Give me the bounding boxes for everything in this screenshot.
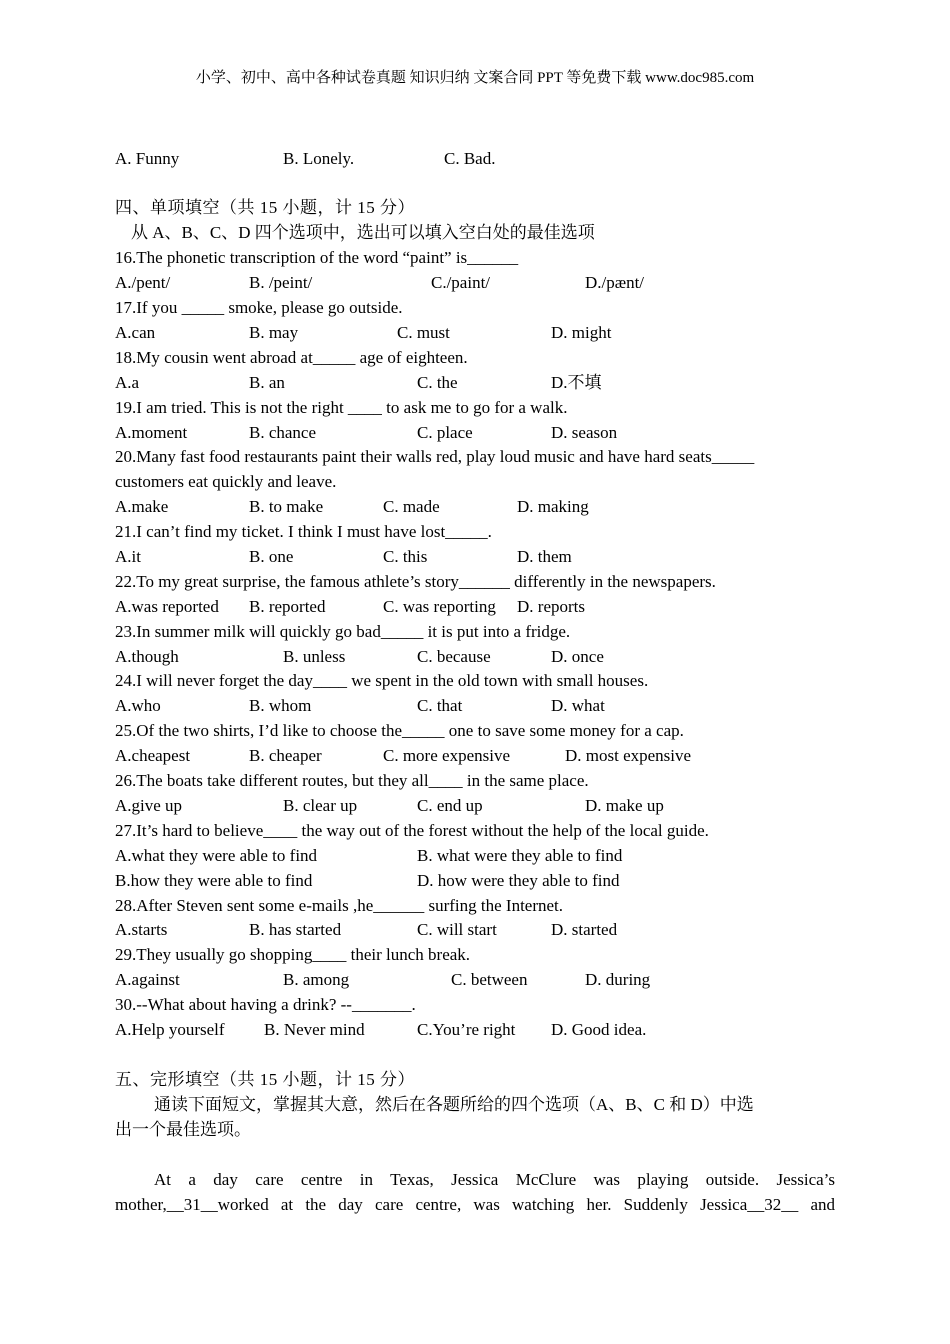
option: D. making xyxy=(517,497,589,516)
option: D. reports xyxy=(517,597,585,616)
option: A.can xyxy=(115,323,156,342)
question-19: 19.I am tried. This is not the right ____ to ask me to go for a walk. xyxy=(115,398,568,417)
question-20-cont: customers eat quickly and leave. xyxy=(115,472,337,491)
passage-line-2: mother,__31__worked at the day care centre, was watching her. Suddenly Jessica__32__ and xyxy=(115,1195,835,1214)
question-17: 17.If you _____ smoke, please go outside. xyxy=(115,298,403,317)
option: B. Lonely. xyxy=(283,149,355,168)
option: B. among xyxy=(283,970,350,989)
section5-instruction: 通读下面短文，掌握其大意，然后在各题所给的四个选项（A、B、C 和 D）中选 xyxy=(154,1095,754,1114)
option: D. season xyxy=(551,423,618,442)
option: B. Never mind xyxy=(264,1020,365,1039)
question-28: 28.After Steven sent some e-mails ,he______ surfing the Internet. xyxy=(115,896,564,915)
question-20: 20.Many fast food restaurants paint their walls red, play loud music and have hard seats_____ xyxy=(115,447,755,466)
option: A.was reported xyxy=(115,597,219,616)
option: C.You’re right xyxy=(417,1020,516,1039)
option: A./pent/ xyxy=(115,273,171,292)
question-22: 22.To my great surprise, the famous athlete’s story______ differently in the newspapers. xyxy=(115,572,716,591)
option: C. that xyxy=(417,696,463,715)
option: C./paint/ xyxy=(431,273,491,292)
option: A.cheapest xyxy=(115,746,191,765)
option: C. Bad. xyxy=(444,149,496,168)
option: A. Funny xyxy=(115,149,180,168)
option: D. Good idea. xyxy=(551,1020,647,1039)
option: C. end up xyxy=(417,796,483,815)
question-23: 23.In summer milk will quickly go bad_____ it is put into a fridge. xyxy=(115,622,571,641)
option: A.a xyxy=(115,373,140,392)
option: D. them xyxy=(517,547,572,566)
question-16: 16.The phonetic transcription of the word “paint” is______ xyxy=(115,248,519,267)
option: B. unless xyxy=(283,647,346,666)
option: A.though xyxy=(115,647,179,666)
option: A.moment xyxy=(115,423,188,442)
option: B. has started xyxy=(249,920,342,939)
option: D. what xyxy=(551,696,605,715)
question-30: 30.--What about having a drink? --_______. xyxy=(115,995,416,1014)
option: D./pænt/ xyxy=(585,273,645,292)
option: D. once xyxy=(551,647,604,666)
option: D. most expensive xyxy=(565,746,692,765)
option: C. made xyxy=(383,497,440,516)
option: B.how they were able to find xyxy=(115,871,313,890)
option: A.starts xyxy=(115,920,168,939)
option: A.against xyxy=(115,970,180,989)
option: C. because xyxy=(417,647,491,666)
option: B. cheaper xyxy=(249,746,322,765)
option: C. this xyxy=(383,547,428,566)
page-header: 小学、初中、高中各种试卷真题 知识归纳 文案合同 PPT 等免费下载 www.doc985.com xyxy=(195,70,755,86)
question-21: 21.I can’t find my ticket. I think I must have lost_____. xyxy=(115,522,492,541)
option: D. make up xyxy=(585,796,664,815)
question-26: 26.The boats take different routes, but they all____ in the same place. xyxy=(115,771,589,790)
option: C. between xyxy=(451,970,528,989)
passage-line-1: At a day care centre in Texas, Jessica McClure was playing outside. Jessica’s xyxy=(154,1170,835,1189)
question-25: 25.Of the two shirts, I’d like to choose the_____ one to save some money for a cap. xyxy=(115,721,684,740)
option: D. might xyxy=(551,323,612,342)
option: B. to make xyxy=(249,497,324,516)
option: C. must xyxy=(397,323,450,342)
question-18: 18.My cousin went abroad at_____ age of eighteen. xyxy=(115,348,468,367)
option: C. was reporting xyxy=(383,597,496,616)
option: C. will start xyxy=(417,920,497,939)
question-29: 29.They usually go shopping____ their lunch break. xyxy=(115,945,471,964)
section4-title: 四、单项填空（共 15 小题，计 15 分） xyxy=(115,198,415,217)
question-27: 27.It’s hard to believe____ the way out of the forest without the help of the local guide. xyxy=(115,821,709,840)
option: C. the xyxy=(417,373,458,392)
option: D.不填 xyxy=(551,373,602,392)
option: A.who xyxy=(115,696,161,715)
question-24: 24.I will never forget the day____ we spent in the old town with small houses. xyxy=(115,671,649,690)
option: B. clear up xyxy=(283,796,358,815)
option: C. place xyxy=(417,423,473,442)
option: B. whom xyxy=(249,696,312,715)
option: D. how were they able to find xyxy=(417,871,620,890)
option: B. /peint/ xyxy=(249,273,313,292)
option: B. chance xyxy=(249,423,317,442)
option: D. started xyxy=(551,920,618,939)
option: A.give up xyxy=(115,796,183,815)
option: D. during xyxy=(585,970,651,989)
option: A.what they were able to find xyxy=(115,846,318,865)
option: A.Help yourself xyxy=(115,1020,225,1039)
section5-title: 五、完形填空（共 15 小题，计 15 分） xyxy=(115,1070,415,1089)
section4-instruction: 从 A、B、C、D 四个选项中，选出可以填入空白处的最佳选项 xyxy=(131,223,595,242)
option: B. an xyxy=(249,373,285,392)
option: A.it xyxy=(115,547,141,566)
option: B. may xyxy=(249,323,299,342)
option: C. more expensive xyxy=(383,746,510,765)
section5-instruction-cont: 出一个最佳选项。 xyxy=(115,1120,251,1139)
option: B. what were they able to find xyxy=(417,846,623,865)
option: A.make xyxy=(115,497,169,516)
option: B. reported xyxy=(249,597,326,616)
option: B. one xyxy=(249,547,294,566)
